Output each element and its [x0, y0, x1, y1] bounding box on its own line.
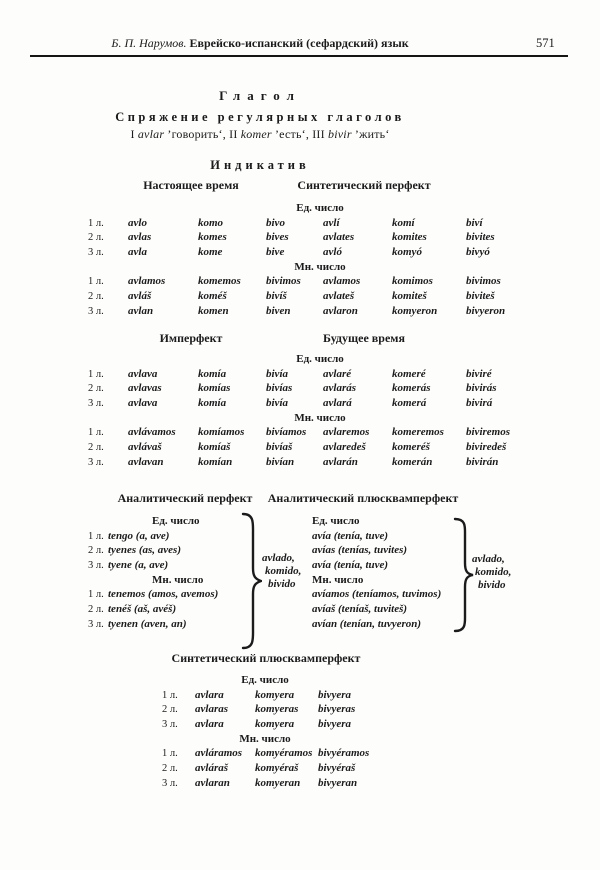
table-row [88, 455, 558, 470]
table-row [472, 553, 511, 566]
person-label: 1 л. [88, 217, 104, 229]
verb-form: avía (tenía, tuve) [312, 529, 389, 542]
verb-form: avlara [195, 718, 224, 731]
number-label-pl: Мн. число [294, 260, 346, 273]
verb-form: bivyéramos [318, 747, 370, 760]
verb-form: bive [266, 246, 285, 259]
person-label: 1 л. [88, 427, 104, 439]
verb-form: avías (tenías, tuvites) [312, 544, 408, 557]
table-row [88, 304, 558, 319]
verb-form: bivyeron [466, 304, 506, 317]
verb-infinitive: komer [240, 127, 272, 141]
verb-form: avláramos [195, 747, 243, 760]
table-row [88, 289, 558, 304]
table-row [88, 425, 558, 440]
verbs-legend [0, 127, 520, 142]
verb-form: bivía [266, 397, 288, 410]
verb-form: komyeras [255, 703, 299, 716]
person-label: 3 л. [88, 305, 104, 317]
verb-form: komyéramos [255, 747, 313, 760]
verb-form: avlateš [323, 290, 355, 303]
verb-form: komyeron [392, 304, 438, 317]
verb-form: avíaš (teníaš, tuviteš) [312, 603, 408, 616]
table-row [88, 381, 558, 396]
number-label-pl: Мн. число [152, 573, 204, 586]
verb-numeral: II [229, 127, 238, 141]
verb-gloss: ’жить‘ [354, 127, 390, 141]
verb-form: avlávamos [128, 426, 176, 439]
person-label: 2 л. [162, 763, 178, 775]
verb-form: avlaré [323, 367, 352, 380]
verb-form: komías [198, 382, 231, 395]
verb-form: komen [198, 304, 229, 317]
verb-form: tyene (a, ave) [108, 559, 169, 572]
verb-form: avía (tenía, tuve) [312, 559, 389, 572]
verb-form: bives [266, 231, 289, 244]
person-label: 3 л. [88, 456, 104, 468]
number-label-sg: Ед. число [296, 202, 344, 214]
verb-form: avlava [128, 367, 158, 380]
verb-form: avlo [128, 216, 147, 229]
verb-form: avlaredeš [323, 441, 366, 454]
analytic-perfect-table [88, 514, 258, 632]
section-subtitle: Спряжение регулярных глаголов [115, 110, 405, 124]
singular-rows [88, 216, 558, 260]
verb-form: avlarán [323, 455, 358, 468]
table-row [262, 578, 301, 591]
person-label: 3 л. [88, 398, 104, 410]
verb-form: komía [198, 367, 227, 380]
verb-form: komyó [392, 246, 422, 259]
singular-rows [162, 688, 412, 732]
verb-form: komyeran [255, 776, 301, 789]
verb-form: avlava [128, 397, 158, 410]
verb-form: bivimos [466, 275, 501, 288]
verb-form: komían [198, 455, 233, 468]
verb-infinitive: bivir [328, 127, 352, 141]
person-label: 2 л. [88, 232, 104, 244]
verb-form: biviremos [466, 426, 510, 439]
running-head [0, 36, 520, 51]
verb-form: koméš [198, 290, 227, 303]
table-row [88, 216, 558, 231]
verb-form: bivyeran [318, 776, 358, 789]
tense-heading-imperfect: Имперфект [159, 331, 223, 345]
person-label: 2 л. [88, 604, 104, 616]
verb-infinitive: avlar [137, 127, 165, 141]
verb-form: biviteš [466, 290, 495, 303]
number-label-sg: Ед. число [296, 353, 344, 365]
verb-form: avlan [128, 304, 154, 317]
verb-form: avla [128, 246, 147, 259]
curly-brace-left [240, 512, 262, 650]
person-label: 3 л. [88, 247, 104, 259]
mood-heading: Индикатив [210, 158, 310, 172]
verb-form: tenemos (amos, avemos) [108, 588, 219, 601]
verb-form: avlaron [323, 304, 358, 317]
verb-form: komía [198, 397, 227, 410]
verb-form: avlarás [323, 382, 356, 395]
verb-gloss: ’есть‘, [274, 127, 310, 141]
verb-form: avlara [195, 688, 224, 701]
author-name: Б. П. Нарумов. [111, 36, 187, 50]
table-row [88, 440, 558, 455]
table-row [88, 558, 258, 573]
present-perfect-table [88, 201, 558, 319]
verb-form: komeré [392, 367, 426, 380]
tense-heading-future: Будущее время [323, 331, 405, 345]
verb-form: avlávaš [128, 441, 162, 454]
verb-form: biven [266, 304, 291, 317]
verb-form: komido, [475, 566, 512, 579]
verb-form: komeréš [392, 441, 430, 454]
table-row [162, 761, 412, 776]
table-row [88, 245, 558, 260]
number-label-sg: Ед. число [152, 515, 200, 527]
plural-rows [162, 746, 412, 790]
verb-form: komes [198, 231, 227, 244]
verb-form: avlates [323, 231, 355, 244]
heading-analytic-perfect: Аналитический перфект [117, 491, 253, 505]
singular-rows [88, 367, 558, 411]
verb-form: avláš [128, 290, 152, 303]
number-label-pl: Мн. число [294, 411, 346, 424]
number-label-sg: Ед. число [241, 674, 289, 686]
verb-form: bivyeras [318, 703, 356, 716]
verb-form: bivirán [466, 455, 499, 468]
verb-form: avlavas [128, 382, 162, 395]
verb-form: avlamos [323, 275, 361, 288]
verb-form: tyenen (aven, an) [108, 617, 187, 630]
verb-form: avlaras [195, 703, 228, 716]
number-label-pl: Мн. число [312, 573, 364, 586]
verb-form: bivíš [266, 290, 287, 303]
verb-form: komeremos [392, 426, 444, 439]
verb-form: komerá [392, 397, 427, 410]
table-row [162, 746, 412, 761]
person-label: 3 л. [162, 719, 178, 731]
tense-pair-headers-2 [0, 331, 600, 347]
verb-form: avláraš [195, 762, 228, 775]
verb-form: bivían [266, 455, 295, 468]
verb-form: avlamos [128, 275, 166, 288]
participles-left [262, 552, 301, 592]
verb-form: komerás [392, 382, 431, 395]
person-label: 1 л. [88, 368, 104, 380]
verb-form: avló [323, 246, 342, 259]
verb-form: tyenes (as, aves) [108, 544, 182, 557]
verb-form: komyéraš [255, 762, 299, 775]
table-row [88, 617, 258, 632]
plural-rows [88, 425, 558, 469]
person-label: 2 л. [88, 291, 104, 303]
verb-form: avlado, [262, 552, 295, 564]
person-label: 3 л. [88, 560, 104, 572]
verb-form: bivyó [466, 246, 490, 259]
verb-form: tengo (a, ave) [108, 529, 170, 542]
person-label: 3 л. [88, 618, 104, 630]
person-label: 1 л. [88, 530, 104, 542]
article-title: Еврейско-испанский (сефардский) язык [189, 36, 409, 50]
verb-form: bivyera [318, 718, 351, 731]
table-row [262, 552, 301, 565]
table-row [472, 579, 511, 592]
table-row [88, 529, 258, 544]
verb-form: komíaš [198, 441, 231, 454]
person-label: 2 л. [88, 383, 104, 395]
page-number: 571 [536, 36, 555, 50]
verb-form: komyera [255, 688, 295, 701]
chapter-title: Глагол [219, 88, 301, 103]
verb-form: komiteš [392, 290, 427, 303]
analytic-pair-headers [0, 491, 600, 507]
verb-form: avlavan [128, 455, 164, 468]
verb-form: bivido [268, 578, 296, 591]
person-label: 2 л. [88, 442, 104, 454]
verb-form: avíamos (teníamos, tuvimos) [312, 588, 442, 601]
verb-numeral: III [312, 127, 325, 141]
verb-form: komyera [255, 718, 295, 731]
verb-form: biviré [466, 367, 492, 380]
verb-form: bivíaš [266, 441, 293, 454]
verb-form: komemos [198, 275, 241, 288]
person-label: 1 л. [162, 748, 178, 760]
table-row [472, 566, 511, 579]
imperfect-future-table [88, 352, 558, 470]
table-row [262, 565, 301, 578]
table-row [88, 587, 258, 602]
plural-rows [88, 587, 258, 631]
heading-analytic-pluperfect: Аналитический плюсквамперфект [267, 491, 459, 505]
verb-form: bivirá [466, 397, 493, 410]
table-row [162, 717, 412, 732]
verb-form: avlas [128, 231, 152, 244]
table-row [162, 702, 412, 717]
table-row [88, 602, 258, 617]
number-label-sg: Ед. число [312, 515, 360, 527]
verb-form: avlado, [472, 553, 505, 565]
table-row [88, 543, 258, 558]
number-label-pl: Мн. число [239, 732, 291, 745]
verb-form: bivyera [318, 688, 351, 701]
verb-form: komerán [392, 455, 433, 468]
verb-form: bivirás [466, 382, 497, 395]
verb-form: bivites [466, 231, 495, 244]
person-label: 2 л. [162, 704, 178, 716]
verb-form: bivo [266, 216, 285, 229]
header-rule [30, 55, 568, 57]
singular-rows [88, 529, 258, 573]
table-row [162, 688, 412, 703]
verb-form: tenéš (aš, avéš) [108, 603, 177, 616]
table-row [88, 396, 558, 411]
person-label: 1 л. [88, 276, 104, 288]
verb-form: komíamos [198, 426, 245, 439]
table-row [88, 274, 558, 289]
verb-form: kome [198, 246, 223, 259]
participles-right [472, 553, 511, 593]
person-label: 1 л. [162, 689, 178, 701]
verb-form: komo [198, 216, 224, 229]
verb-form: avlaremos [323, 426, 370, 439]
tense-heading-present: Настоящее время [143, 178, 239, 192]
verb-form: biviredeš [466, 441, 507, 454]
verb-form: biví [466, 216, 483, 229]
verb-form: bivido [478, 579, 506, 592]
verb-form: avían (tenían, tuvyeron) [312, 617, 422, 630]
curly-brace-right [452, 517, 474, 633]
verb-form: bivía [266, 367, 288, 380]
tense-heading-synthetic-perfect: Синтетический перфект [297, 178, 431, 192]
heading-synthetic-pluperfect: Синтетический плюсквамперфект [171, 651, 361, 665]
verb-gloss: ’говорить‘, [167, 127, 226, 141]
verb-form: bivíamos [266, 426, 307, 439]
verb-form: avlaran [195, 776, 230, 789]
person-label: 2 л. [88, 545, 104, 557]
person-label: 3 л. [162, 777, 178, 789]
verb-form: komites [392, 231, 427, 244]
verb-form: bivías [266, 382, 293, 395]
table-row [162, 776, 412, 791]
verb-numeral: I [130, 127, 135, 141]
table-row [88, 367, 558, 382]
verb-form: avlí [323, 216, 340, 229]
verb-form: komido, [265, 565, 302, 578]
verb-form: komí [392, 216, 415, 229]
synthetic-pluperfect-table [162, 673, 412, 791]
plural-rows [88, 274, 558, 318]
person-label: 1 л. [88, 589, 104, 601]
verb-form: avlará [323, 397, 352, 410]
tense-pair-headers-1 [0, 178, 600, 194]
verb-form: komimos [392, 275, 433, 288]
table-row [88, 230, 558, 245]
verb-form: bivimos [266, 275, 301, 288]
verb-form: bivyéraš [318, 762, 356, 775]
